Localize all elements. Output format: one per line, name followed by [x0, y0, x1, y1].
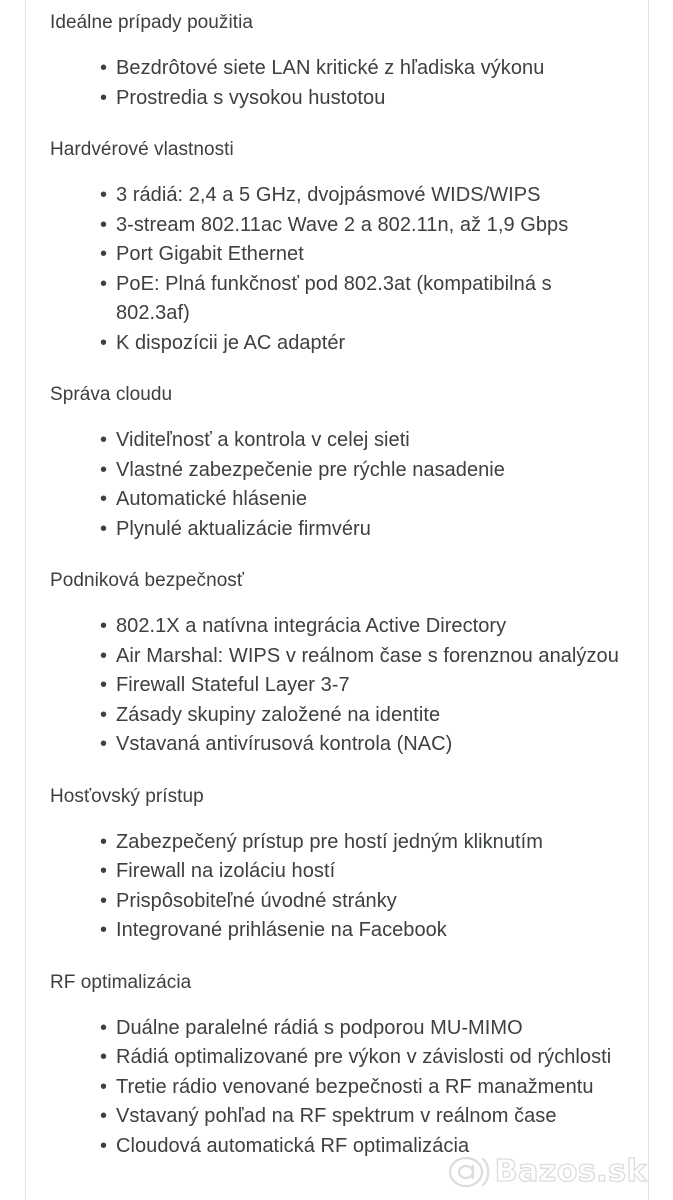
- list-item: [26, 1102, 648, 1132]
- list-item: [26, 701, 648, 731]
- list-item: [26, 612, 648, 642]
- list-item: [26, 1073, 648, 1103]
- list-item: [26, 270, 648, 329]
- section-heading: Správa cloudu: [50, 384, 173, 405]
- bullet-point-icon: •: [100, 517, 108, 540]
- list-item-label: 3-stream 802.11ac Wave 2 a 802.11n, až 1,9 Gbps: [116, 213, 569, 236]
- bullet-point-icon: •: [100, 703, 108, 726]
- section-heading: Podniková bezpečnosť: [50, 570, 245, 591]
- list-item-label: Integrované prihlásenie na Facebook: [116, 919, 447, 941]
- list-item: [26, 1132, 648, 1162]
- list-item: [26, 828, 648, 858]
- bullet-point-icon: •: [100, 733, 108, 755]
- bullet-point-icon: •: [100, 57, 108, 79]
- list-item: [26, 1043, 648, 1073]
- list-item-label: Cloudová automatická RF optimalizácia: [116, 1134, 470, 1157]
- feature-list: [26, 54, 648, 113]
- section-heading: Hardvérové vlastnosti: [50, 139, 234, 160]
- bullet-point-icon: •: [100, 272, 108, 295]
- heading-spacer: [26, 164, 648, 181]
- list-item-label: Firewall na izoláciu hostí: [116, 860, 336, 882]
- feature-list: [26, 612, 648, 760]
- spec-section: [26, 544, 648, 760]
- list-item-label: 802.1X a natívna integrácia Active Directory: [116, 615, 507, 637]
- heading-spacer: [26, 37, 648, 54]
- feature-list: [26, 1014, 648, 1162]
- list-item: [26, 485, 648, 515]
- heading-spacer: [26, 811, 648, 828]
- spec-section: [26, 358, 648, 544]
- section-heading: Ideálne prípady použitia: [50, 12, 253, 33]
- list-item: [26, 642, 648, 672]
- feature-list: [26, 181, 648, 358]
- heading-spacer: [26, 409, 648, 426]
- bullet-point-icon: •: [100, 1046, 108, 1068]
- spec-section: [26, 760, 648, 946]
- bullet-point-icon: •: [100, 644, 108, 667]
- specification-content: [26, 0, 648, 1161]
- list-item-label: Bezdrôtové siete LAN kritické z hľadiska výkonu: [116, 57, 545, 79]
- list-item-label: Vstavaná antivírusová kontrola (NAC): [116, 733, 453, 755]
- list-item: [26, 887, 648, 917]
- list-item-label: Vlastné zabezpečenie pre rýchle nasadenie: [116, 458, 505, 481]
- bullet-point-icon: •: [100, 830, 108, 853]
- list-item-label: Rádiá optimalizované pre výkon v závislosti od rýchlosti: [116, 1046, 612, 1068]
- list-item: [26, 84, 648, 114]
- feature-list: [26, 828, 648, 946]
- bullet-point-icon: •: [100, 1105, 108, 1127]
- section-spacer: [26, 544, 648, 566]
- list-item: [26, 426, 648, 456]
- bullet-point-icon: •: [100, 243, 108, 265]
- list-item-label: Viditeľnosť a kontrola v celej sieti: [116, 429, 410, 451]
- bullet-point-icon: •: [100, 488, 108, 510]
- section-heading: RF optimalizácia: [50, 971, 192, 993]
- list-item: [26, 857, 648, 887]
- bullet-point-icon: •: [100, 860, 108, 882]
- section-spacer: [26, 358, 648, 380]
- bullet-point-icon: •: [100, 674, 108, 696]
- bullet-point-icon: •: [100, 919, 108, 941]
- bullet-point-icon: •: [100, 86, 108, 109]
- list-item-label: K dispozícii je AC adaptér: [116, 331, 346, 354]
- list-item-label: Air Marshal: WIPS v reálnom čase s forenznou analýzou: [116, 644, 619, 667]
- list-item-label: 3 rádiá: 2,4 a 5 GHz, dvojpásmové WIDS/WIPS: [116, 184, 541, 206]
- list-item-label: Prispôsobiteľné úvodné stránky: [116, 889, 397, 912]
- list-item-label: PoE: Plná funkčnosť pod 802.3at (kompatibilná s 802.3af): [116, 272, 552, 324]
- list-item: [26, 240, 648, 270]
- bullet-point-icon: •: [100, 615, 108, 637]
- bullet-point-icon: •: [100, 331, 108, 354]
- list-item-label: Firewall Stateful Layer 3-7: [116, 674, 350, 696]
- list-item: [26, 329, 648, 359]
- list-item-label: Zabezpečený prístup pre hostí jedným kliknutím: [116, 830, 543, 853]
- section-spacer: [26, 946, 648, 968]
- bullet-point-icon: •: [100, 889, 108, 912]
- list-item-label: Duálne paralelné rádiá s podporou MU-MIMO: [116, 1016, 523, 1039]
- list-item-label: Prostredia s vysokou hustotou: [116, 86, 386, 109]
- list-item-label: Vstavaný pohľad na RF spektrum v reálnom čase: [116, 1105, 557, 1127]
- heading-spacer: [26, 595, 648, 612]
- list-item-label: Port Gigabit Ethernet: [116, 243, 304, 265]
- bullet-point-icon: •: [100, 1134, 108, 1157]
- list-item: [26, 1014, 648, 1044]
- section-heading: Hosťovský prístup: [50, 785, 204, 807]
- list-item: [26, 730, 648, 760]
- bullet-point-icon: •: [100, 213, 108, 236]
- heading-spacer: [26, 997, 648, 1014]
- section-spacer: [26, 113, 648, 135]
- list-item-label: Plynulé aktualizácie firmvéru: [116, 517, 371, 540]
- list-item: [26, 456, 648, 486]
- list-item: [26, 916, 648, 946]
- list-item-label: Zásady skupiny založené na identite: [116, 703, 441, 726]
- list-item: [26, 515, 648, 545]
- bullet-point-icon: •: [100, 184, 108, 206]
- bullet-point-icon: •: [100, 1016, 108, 1039]
- section-spacer: [26, 760, 648, 782]
- list-item-label: Automatické hlásenie: [116, 488, 308, 510]
- list-item: [26, 181, 648, 211]
- bullet-point-icon: •: [100, 458, 108, 481]
- bullet-point-icon: •: [100, 429, 108, 451]
- spec-section: [26, 113, 648, 358]
- bullet-point-icon: •: [100, 1075, 108, 1098]
- list-item: [26, 211, 648, 241]
- watermark-label: Bazos.sk: [494, 1154, 647, 1189]
- spec-section: [26, 946, 648, 1162]
- list-item: [26, 671, 648, 701]
- spec-section: [26, 0, 648, 113]
- column-rule-right: [648, 0, 649, 1200]
- list-item-label: Tretie rádio venované bezpečnosti a RF manažmentu: [116, 1075, 594, 1098]
- list-item: [26, 54, 648, 84]
- feature-list: [26, 426, 648, 544]
